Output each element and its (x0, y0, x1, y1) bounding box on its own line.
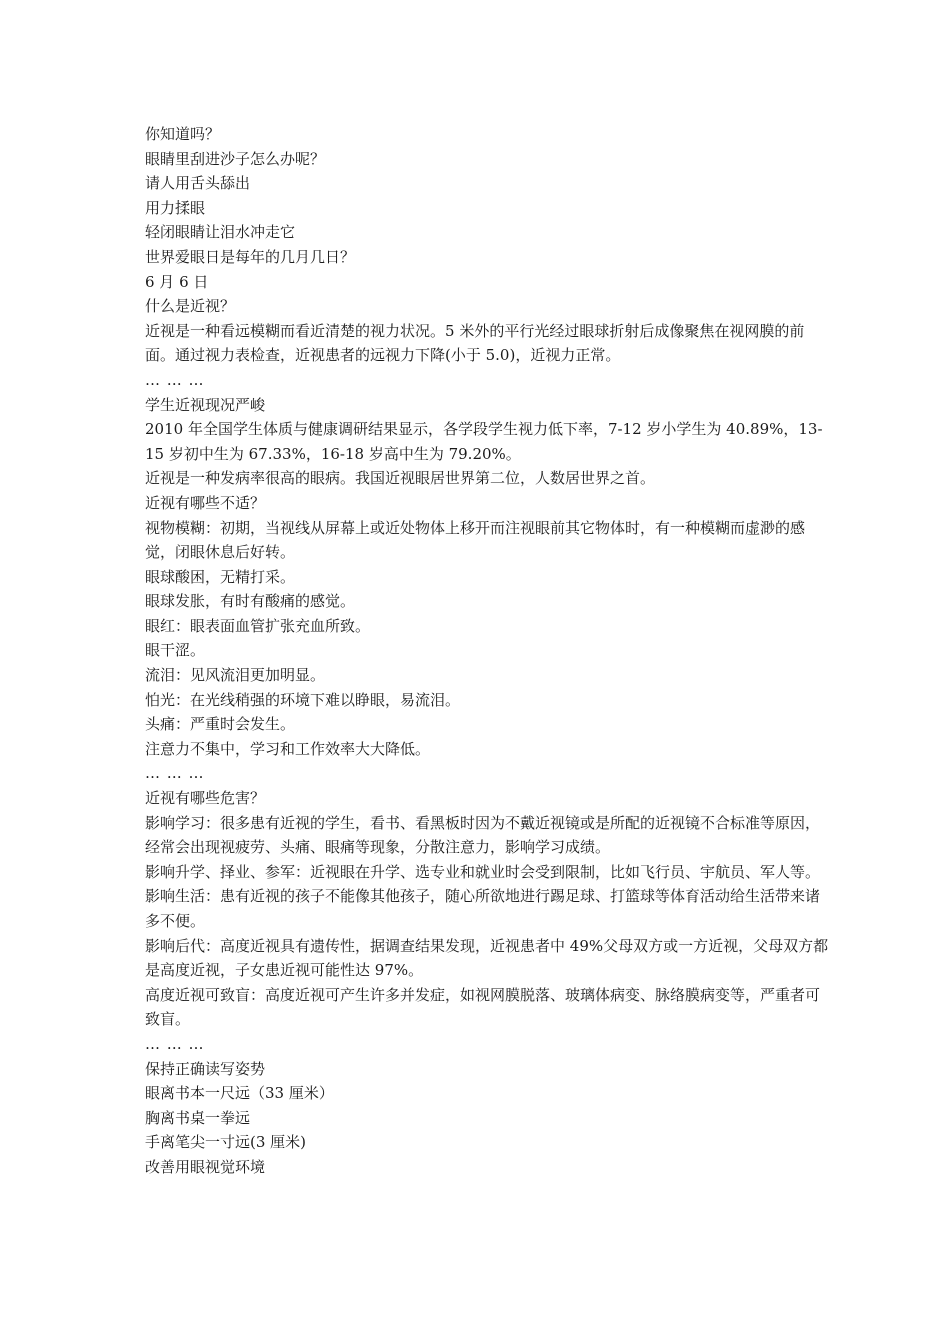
paragraph: 流泪：见风流泪更加明显。 (145, 666, 326, 685)
paragraph: 眼红：眼表面血管扩张充血所致。 (145, 616, 371, 635)
ellipsis: … … … (145, 1034, 205, 1053)
paragraph: 影响学习：很多患有近视的学生，看书、看黑板时因为不戴近视镜或是所配的近视镜不合标准等原因，经常会出现视疲劳、头痛、眼痛等现象，分散注意力，影响学习成绩。 (145, 813, 821, 857)
section-heading: 什么是近视？ (145, 297, 236, 316)
paragraph: 注意力不集中，学习和工作效率大大降低。 (145, 739, 431, 758)
paragraph: 影响后代：高度近视具有遗传性，据调查结果发现，近视患者中 49%父母双方或一方近视，父母双方都是高度近视，子女患近视可能性达 97%。 (145, 936, 829, 980)
ellipsis: … … … (145, 370, 205, 389)
paragraph: 近视是一种看远模糊而看近清楚的视力状况。5 米外的平行光经过眼球折射后成像聚焦在视网膜的前面。通过视力表检查，近视患者的远视力下降(小于 5.0)，近视力正常。 (145, 321, 805, 365)
text-line: 你知道吗？ (145, 125, 221, 143)
paragraph: 头痛：严重时会发生。 (145, 715, 296, 734)
section-heading: 近视有哪些危害？ (145, 789, 266, 808)
paragraph: 眼离书本一尺远（33 厘米） (145, 1084, 334, 1103)
section-heading: 近视有哪些不适？ (145, 493, 266, 512)
paragraph: 影响生活：患有近视的孩子不能像其他孩子，随心所欲地进行踢足球、打篮球等体育活动给生活带来诸多不便。 (145, 887, 821, 930)
text-line: 请人用舌头舔出 (145, 174, 251, 193)
paragraph: 眼球酸困，无精打采。 (145, 567, 296, 586)
section-heading: 改善用眼视觉环境 (145, 1157, 266, 1176)
paragraph: 手离笔尖一寸远(3 厘米) (145, 1133, 307, 1152)
paragraph: 2010 年全国学生体质与健康调研结果显示，各学段学生视力低下率，7-12 岁小学生为 40.89%，13-15 岁初中生为 67.33%，16-18 岁高中生为 79.20%。 (145, 420, 823, 463)
text-line: 6 月 6 日 (145, 272, 209, 291)
paragraph: 高度近视可致盲：高度近视可产生许多并发症，如视网膜脱落、玻璃体病变、脉络膜病变等，严重者可致盲。 (145, 985, 821, 1029)
text-line: 世界爱眼日是每年的几月几日？ (145, 247, 356, 266)
paragraph: 影响升学、择业、参军：近视眼在升学、选专业和就业时会受到限制，比如飞行员、宇航员、军人等。 (145, 862, 821, 881)
paragraph: 眼球发胀，有时有酸痛的感觉。 (145, 592, 356, 611)
ellipsis: … … … (145, 764, 205, 783)
paragraph: 胸离书桌一拳远 (145, 1108, 251, 1127)
paragraph: 近视是一种发病率很高的眼病。我国近视眼居世界第二位，人数居世界之首。 (145, 469, 656, 488)
section-heading: 学生近视现况严峻 (145, 395, 266, 414)
text-line: 眼睛里刮进沙子怎么办呢？ (145, 149, 326, 168)
paragraph: 眼干涩。 (145, 641, 206, 660)
section-heading: 保持正确读写姿势 (145, 1059, 266, 1078)
paragraph: 怕光：在光线稍强的环境下难以睁眼，易流泪。 (145, 690, 461, 709)
text-line: 轻闭眼睛让泪水冲走它 (145, 223, 296, 242)
paragraph: 视物模糊：初期，当视线从屏幕上或近处物体上移开而注视眼前其它物体时，有一种模糊而虚渺的感觉，闭眼休息后好转。 (145, 518, 806, 562)
text-line: 用力揉眼 (145, 198, 206, 217)
